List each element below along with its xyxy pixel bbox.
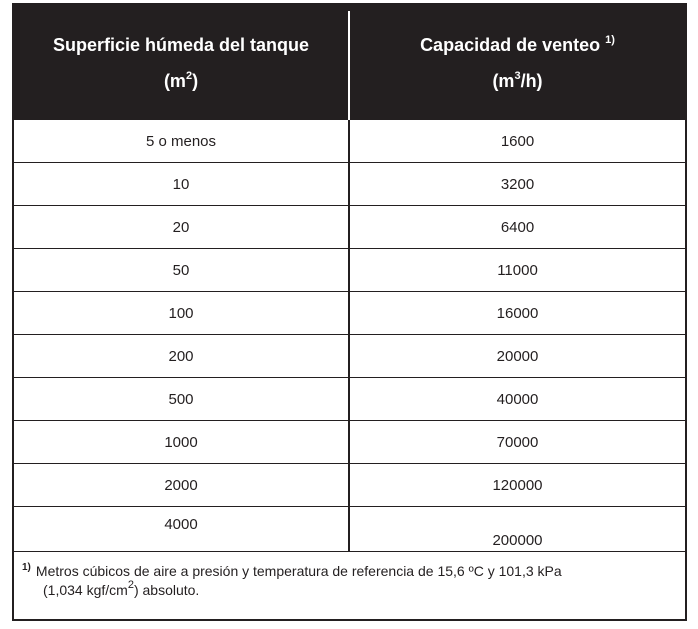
header-venting-capacity-title xyxy=(420,27,615,63)
cell-venting-capacity: 1600 xyxy=(500,132,535,150)
table-row xyxy=(14,292,685,335)
table-header xyxy=(14,5,685,120)
footnote-text: (1,034 kgf/cm xyxy=(43,582,128,598)
unit-text: (m xyxy=(492,70,515,91)
table-body xyxy=(14,120,685,552)
cell-venting-capacity: 16000 xyxy=(496,304,539,322)
header-venting-capacity-unit xyxy=(492,63,542,99)
footnote-reference: 1) xyxy=(605,33,615,46)
cell-venting-capacity: 200000 xyxy=(492,532,543,549)
footnote xyxy=(22,562,677,600)
table-row xyxy=(14,464,685,507)
header-wetted-surface-unit xyxy=(164,63,198,99)
cell-venting-capacity: 70000 xyxy=(496,433,539,451)
footnote-text: Metros cúbicos de aire a presión y temperatura de referencia de 15,6 ºC y 101,3 kPa xyxy=(35,563,562,579)
cell-wetted-surface: 2000 xyxy=(164,476,198,494)
unit-text: (m xyxy=(163,70,186,91)
cell-wetted-surface: 500 xyxy=(168,390,194,408)
table-row xyxy=(14,335,685,378)
cell-wetted-surface: 20 xyxy=(172,218,190,236)
cell-venting-capacity: 20000 xyxy=(496,347,539,365)
title-text: Capacidad de venteo xyxy=(420,34,601,55)
footnote-line-1 xyxy=(22,562,677,581)
footnote-mark: 1) xyxy=(22,562,31,574)
table-row xyxy=(14,249,685,292)
cell-wetted-surface: 1000 xyxy=(164,433,198,451)
table-row xyxy=(14,206,685,249)
unit-superscript: 3 xyxy=(514,69,521,82)
cell-wetted-surface: 4000 xyxy=(164,516,198,533)
table-row xyxy=(14,507,685,552)
footnote-line-2 xyxy=(22,581,677,600)
cell-venting-capacity: 40000 xyxy=(496,390,539,408)
unit-text: ) xyxy=(192,70,199,91)
table-row xyxy=(14,120,685,163)
cell-venting-capacity: 11000 xyxy=(497,261,538,279)
table-row xyxy=(14,163,685,206)
cell-wetted-surface: 5 o menos xyxy=(145,132,217,150)
cell-wetted-surface: 10 xyxy=(172,175,190,193)
cell-wetted-surface: 100 xyxy=(168,304,194,322)
footnote-text: ) absoluto. xyxy=(133,582,200,598)
cell-venting-capacity: 6400 xyxy=(500,218,535,236)
unit-superscript: 2 xyxy=(185,69,193,82)
table-row xyxy=(14,421,685,464)
cell-wetted-surface: 200 xyxy=(168,347,194,365)
header-wetted-surface xyxy=(14,5,348,120)
header-venting-capacity xyxy=(350,5,685,120)
table-row xyxy=(14,378,685,421)
cell-venting-capacity: 3200 xyxy=(500,175,535,193)
cell-venting-capacity: 120000 xyxy=(492,476,543,494)
venting-capacity-table xyxy=(12,3,687,621)
header-wetted-surface-title: Superficie húmeda del tanque xyxy=(52,34,310,55)
footnote-superscript: 2 xyxy=(127,579,134,592)
unit-text: /h) xyxy=(520,70,543,91)
cell-wetted-surface: 50 xyxy=(172,261,190,279)
